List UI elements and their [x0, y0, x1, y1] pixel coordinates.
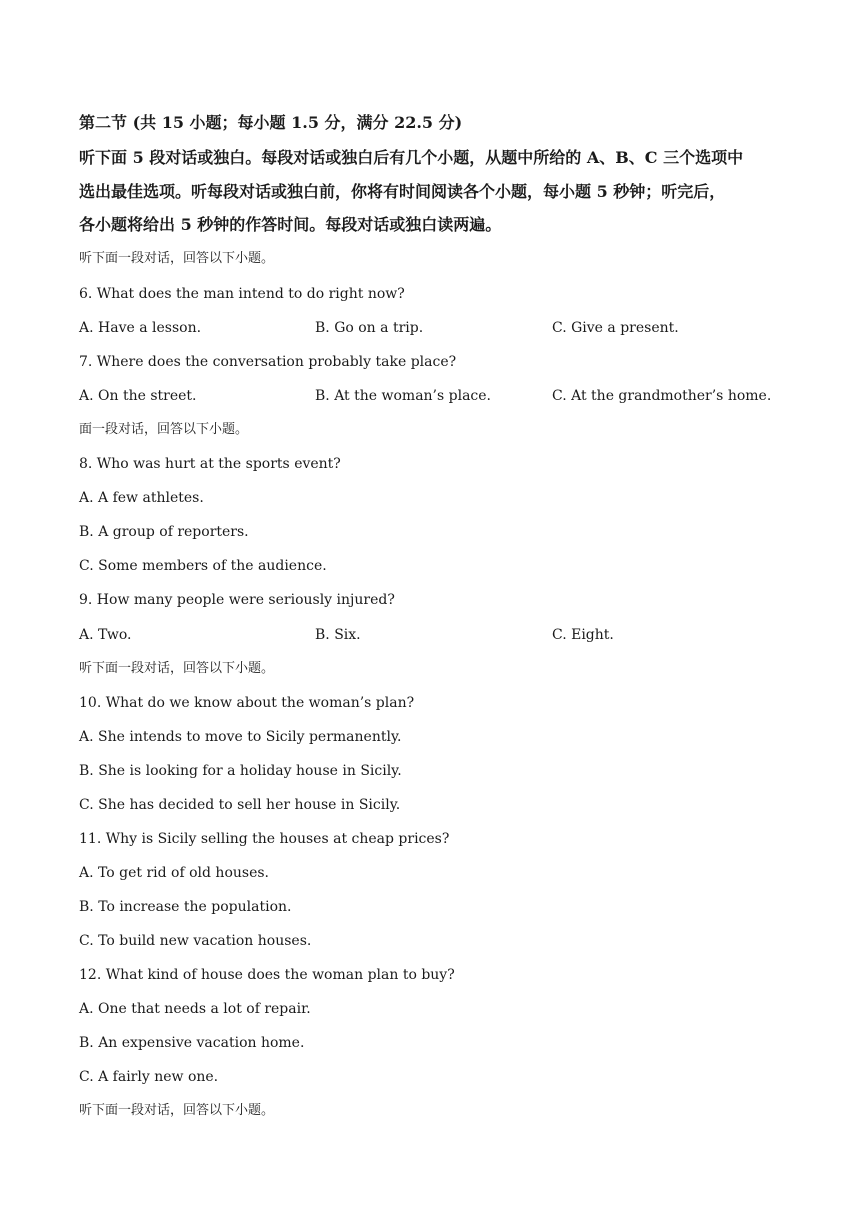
question-10: 10. What do we know about the woman’s plan? — [79, 695, 415, 711]
q7-option-b: B. At the woman’s place. — [315, 388, 492, 404]
q12-option-a: A. One that needs a lot of repair. — [79, 1001, 311, 1017]
question-6: 6. What does the man intend to do right now? — [79, 286, 405, 302]
q12-option-c: C. A fairly new one. — [79, 1069, 219, 1085]
q10-option-a: A. She intends to move to Sicily permanently. — [79, 729, 402, 745]
q8-option-a: A. A few athletes. — [79, 490, 204, 506]
instruction-line-1: 听下面 5 段对话或独白。每段对话或独白后有几个小题，从题中所给的 A、B、C 三个选项中 — [79, 148, 744, 167]
question-8: 8. Who was hurt at the sports event? — [79, 456, 341, 472]
question-12: 12. What kind of house does the woman plan to buy? — [79, 967, 455, 983]
question-9: 9. How many people were seriously injured? — [79, 592, 395, 608]
dialogue-prompt-3: 听下面一段对话，回答以下小题。 — [79, 661, 275, 676]
instruction-line-2: 选出最佳选项。听每段对话或独白前，你将有时间阅读各个小题，每小题 5 秒钟；听完后， — [79, 182, 726, 201]
section-title: 第二节 (共 15 小题；每小题 1.5 分，满分 22.5 分) — [79, 113, 463, 132]
q7-option-c: C. At the grandmother’s home. — [552, 388, 772, 404]
q10-option-b: B. She is looking for a holiday house in Sicily. — [79, 763, 402, 779]
q7-option-a: A. On the street. — [79, 388, 197, 404]
q11-option-a: A. To get rid of old houses. — [79, 865, 269, 881]
q11-option-c: C. To build new vacation houses. — [79, 933, 312, 949]
q10-option-c: C. She has decided to sell her house in Sicily. — [79, 797, 401, 813]
instruction-line-3: 各小题将给出 5 秒钟的作答时间。每段对话或独白读两遍。 — [79, 215, 502, 234]
q9-option-b: B. Six. — [315, 627, 361, 643]
q11-option-b: B. To increase the population. — [79, 899, 292, 915]
question-11: 11. Why is Sicily selling the houses at cheap prices? — [79, 831, 450, 847]
q8-option-c: C. Some members of the audience. — [79, 558, 327, 574]
q8-option-b: B. A group of reporters. — [79, 524, 249, 540]
q9-option-a: A. Two. — [79, 627, 132, 643]
dialogue-prompt-2: 面一段对话，回答以下小题。 — [79, 422, 249, 437]
question-7: 7. Where does the conversation probably take place? — [79, 354, 457, 370]
q9-option-c: C. Eight. — [552, 627, 614, 643]
dialogue-prompt-1: 听下面一段对话，回答以下小题。 — [79, 251, 275, 266]
dialogue-prompt-4: 听下面一段对话，回答以下小题。 — [79, 1103, 275, 1118]
q6-option-b: B. Go on a trip. — [315, 320, 424, 336]
q6-option-a: A. Have a lesson. — [79, 320, 202, 336]
q6-option-c: C. Give a present. — [552, 320, 679, 336]
q12-option-b: B. An expensive vacation home. — [79, 1035, 305, 1051]
